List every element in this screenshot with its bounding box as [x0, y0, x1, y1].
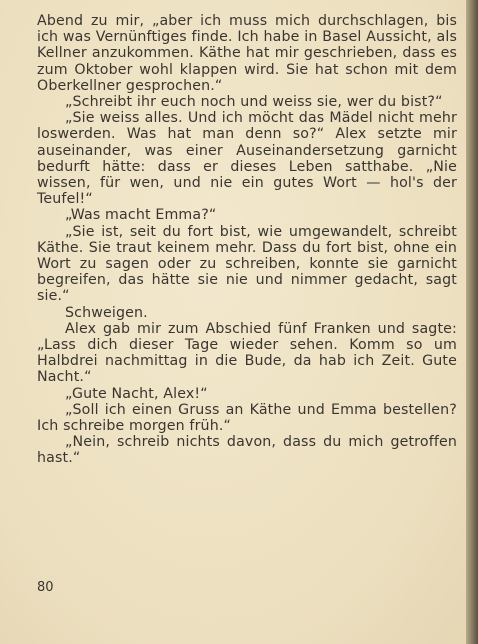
paragraph: „Sie weiss alles. Und ich möcht das Mädel nicht mehr loswerden. Was hat man denn so?“ Alex setzte mir auseinander, was einer Auseinandersetzung garnicht bedurft hätte: dass er dieses Leben satthabe. „Nie wissen, für wen, und nie ein gutes Wort — hol's der Teufel!“ [37, 110, 457, 208]
paragraph: „Was macht Emma?“ [65, 207, 217, 224]
paragraph: Alex gab mir zum Abschied fünf Franken und sagte: „Lass dich dieser Tage wieder sehen. Komm so um Halbdrei nachmittag in die Bude, da hab ich Zeit. Gute Nacht.“ [37, 320, 457, 386]
page-number: 80 [37, 580, 54, 595]
page-text [37, 13, 457, 467]
paragraph: „Gute Nacht, Alex!“ [65, 385, 208, 402]
paragraph: „Schreibt ihr euch noch und weiss sie, wer du bist?“ [65, 94, 443, 111]
paragraph: Abend zu mir, „aber ich muss mich durchschlagen, bis ich was Vernünftiges finde. Ich habe in Basel Aussicht, als Kellner anzukommen. Käthe hat mir geschrieben, dass es zum Oktober wohl klappen wird. Sie hat schon mit dem Oberkellner gesprochen.“ [37, 13, 457, 94]
page-edge-shadow [466, 0, 478, 644]
paragraph: „Nein, schreib nichts davon, dass du mich getroffen hast.“ [37, 434, 457, 467]
paragraph: „Soll ich einen Gruss an Käthe und Emma bestellen? Ich schreibe morgen früh.“ [37, 401, 457, 435]
paragraph: „Sie ist, seit du fort bist, wie umgewandelt, schreibt Käthe. Sie traut keinem mehr. Dass du fort bist, ohne ein Wort zu sagen oder zu schreiben, konnte sie garnicht begreifen, das hätte sie nie und nimmer gedacht, sagt sie.“ [37, 223, 457, 305]
paragraph: Schweigen. [65, 304, 148, 321]
